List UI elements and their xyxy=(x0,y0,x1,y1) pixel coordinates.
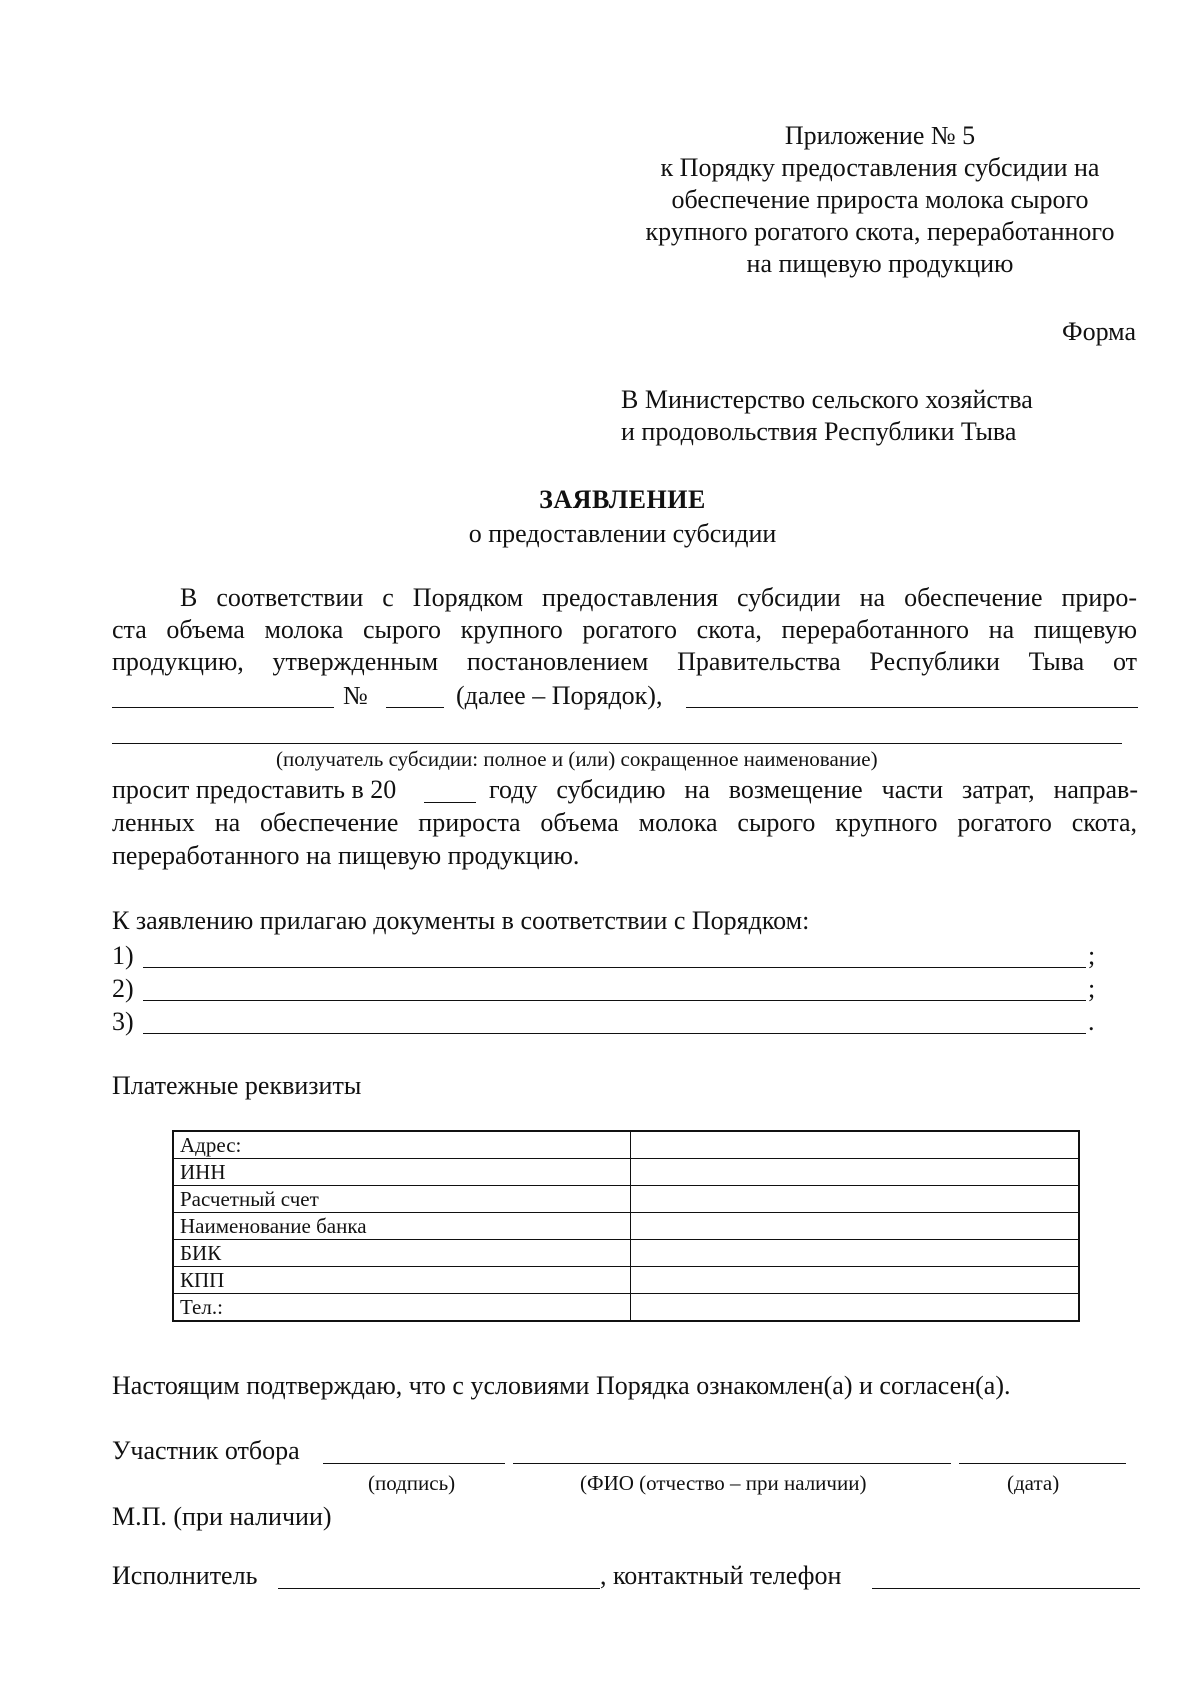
number-blank xyxy=(386,707,444,708)
date-signed-blank[interactable] xyxy=(959,1463,1126,1464)
requisite-value[interactable] xyxy=(631,1186,1080,1213)
year-blank xyxy=(424,802,476,803)
requisite-value[interactable] xyxy=(631,1213,1080,1240)
date-blank xyxy=(112,707,334,708)
attachment-blank xyxy=(143,1000,1086,1001)
signature-blank[interactable] xyxy=(323,1463,505,1464)
requisite-label: КПП xyxy=(173,1267,631,1294)
recipient-caption: (получатель субсидии: полное и (или) сокращенное наименование) xyxy=(276,747,878,771)
seal-label: М.П. (при наличии) xyxy=(112,1502,332,1531)
requisite-value[interactable] xyxy=(631,1159,1080,1186)
number-sign: № xyxy=(343,681,368,710)
addressee-block xyxy=(621,384,1033,448)
executor-label: Исполнитель xyxy=(112,1561,258,1590)
requisite-value[interactable] xyxy=(631,1294,1080,1322)
table-row xyxy=(173,1240,1079,1267)
requisite-value[interactable] xyxy=(631,1267,1080,1294)
date-caption: (дата) xyxy=(1007,1471,1060,1495)
attachment-number: 3) xyxy=(112,1007,134,1036)
request-prefix: просит предоставить в 20 xyxy=(112,775,397,804)
attachment-blank xyxy=(143,1033,1086,1034)
phone-blank[interactable] xyxy=(872,1588,1140,1589)
form-label: Форма xyxy=(1062,317,1136,346)
document-title: ЗАЯВЛЕНИЕ xyxy=(539,485,706,514)
attachment-number: 1) xyxy=(112,941,134,970)
appendix-line: Приложение № 5 xyxy=(784,121,976,150)
appendix-line: обеспечение прироста молока сырого xyxy=(671,185,1089,214)
table-row xyxy=(173,1294,1079,1322)
requisite-label: ИНН xyxy=(173,1159,631,1186)
table-row xyxy=(173,1131,1079,1159)
appendix-line: крупного рогатого скота, переработанного xyxy=(645,217,1115,246)
request-suffix: году субсидию на возмещение части затрат, направ- xyxy=(489,775,1138,804)
request-line: ленных на обеспечение прироста объема молока сырого крупного рогатого скота, xyxy=(112,808,1137,837)
addressee-line: и продовольствия Республики Тыва xyxy=(621,417,1017,446)
appendix-line: к Порядку предоставления субсидии на xyxy=(660,153,1100,182)
further-order-label: (далее – Порядок), xyxy=(456,681,663,710)
signature-caption: (подпись) xyxy=(368,1471,456,1495)
attachment-blank xyxy=(143,967,1086,968)
request-line: переработанного на пищевую продукцию. xyxy=(112,841,580,870)
attachment-end: . xyxy=(1088,1007,1095,1036)
table-row xyxy=(173,1159,1079,1186)
requisite-label: Наименование банка xyxy=(173,1213,631,1240)
paragraph-line: продукцию, утвержденным постановлением Правительства Республики Тыва от xyxy=(112,647,1137,676)
requisite-label: Тел.: xyxy=(173,1294,631,1322)
table-row xyxy=(173,1213,1079,1240)
table-row xyxy=(173,1186,1079,1213)
requisite-label: Адрес: xyxy=(173,1131,631,1159)
requisite-value[interactable] xyxy=(631,1240,1080,1267)
attachment-end: ; xyxy=(1088,974,1096,1003)
recipient-blank xyxy=(686,707,1138,708)
confirmation-text: Настоящим подтверждаю, что с условиями Порядка ознакомлен(а) и согласен(а). xyxy=(112,1371,1011,1400)
addressee-line: В Министерство сельского хозяйства xyxy=(621,385,1033,414)
fio-caption: (ФИО (отчество – при наличии) xyxy=(580,1471,867,1495)
document-subtitle: о предоставлении субсидии xyxy=(468,519,777,548)
requisite-label: БИК xyxy=(173,1240,631,1267)
recipient-name-blank xyxy=(112,743,1122,744)
participant-label: Участник отбора xyxy=(112,1436,300,1465)
appendix-line: на пищевую продукцию xyxy=(746,249,1014,278)
paragraph-line: ста объема молока сырого крупного рогатого скота, переработанного на пищевую xyxy=(112,615,1137,644)
attachment-number: 2) xyxy=(112,974,134,1003)
payment-heading: Платежные реквизиты xyxy=(112,1071,362,1100)
attachments-intro: К заявлению прилагаю документы в соответствии с Порядком: xyxy=(112,906,810,935)
requisite-value[interactable] xyxy=(631,1131,1080,1159)
paragraph-line: В соответствии с Порядком предоставления субсидии на обеспечение приро- xyxy=(180,583,1137,612)
executor-blank[interactable] xyxy=(278,1588,600,1589)
requisites-table xyxy=(172,1130,1080,1322)
requisite-label: Расчетный счет xyxy=(173,1186,631,1213)
attachment-end: ; xyxy=(1088,941,1096,970)
appendix-reference xyxy=(560,120,1200,280)
fio-blank[interactable] xyxy=(513,1463,951,1464)
phone-label: , контактный телефон xyxy=(600,1561,842,1590)
table-row xyxy=(173,1267,1079,1294)
